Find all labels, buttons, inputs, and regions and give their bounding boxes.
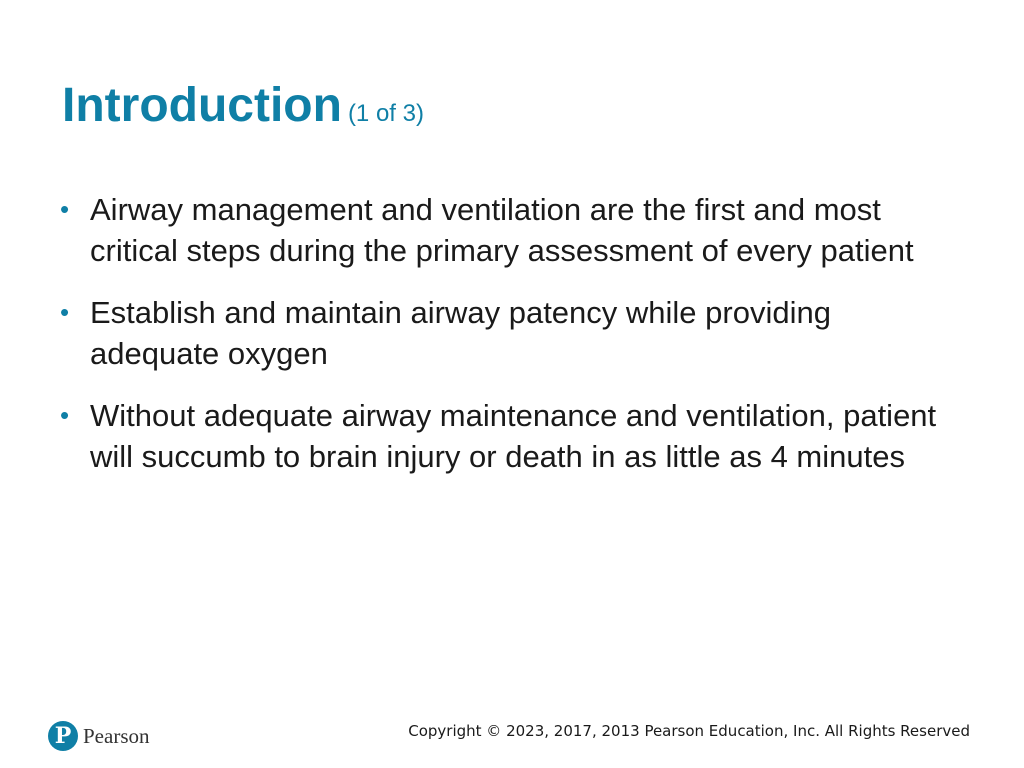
bullet-dot-icon: • (60, 400, 70, 430)
bullet-list (58, 189, 968, 498)
copyright-notice: Copyright © 2023, 2017, 2013 Pearson Education, Inc. All Rights Reserved (408, 722, 970, 740)
bullet-text: Airway management and ventilation are the first and most critical steps during the primary assessment of every patient (90, 192, 914, 268)
slide-title (62, 79, 424, 132)
title-text: Introduction (62, 79, 342, 132)
bullet-item (58, 395, 968, 477)
bullet-dot-icon: • (60, 297, 70, 327)
bullet-text: Establish and maintain airway patency while providing adequate oxygen (90, 295, 831, 371)
title-counter: (1 of 3) (347, 100, 424, 127)
bullet-dot-icon: • (60, 194, 70, 224)
bullet-item (58, 292, 968, 374)
bullet-text: Without adequate airway maintenance and ventilation, patient will succumb to brain injury or death in as little as 4 minutes (90, 398, 937, 474)
pearson-logo-text: Pearson (83, 723, 150, 748)
pearson-logo (48, 718, 150, 754)
pearson-logo-icon: P (48, 721, 78, 751)
bullet-item (58, 189, 968, 271)
